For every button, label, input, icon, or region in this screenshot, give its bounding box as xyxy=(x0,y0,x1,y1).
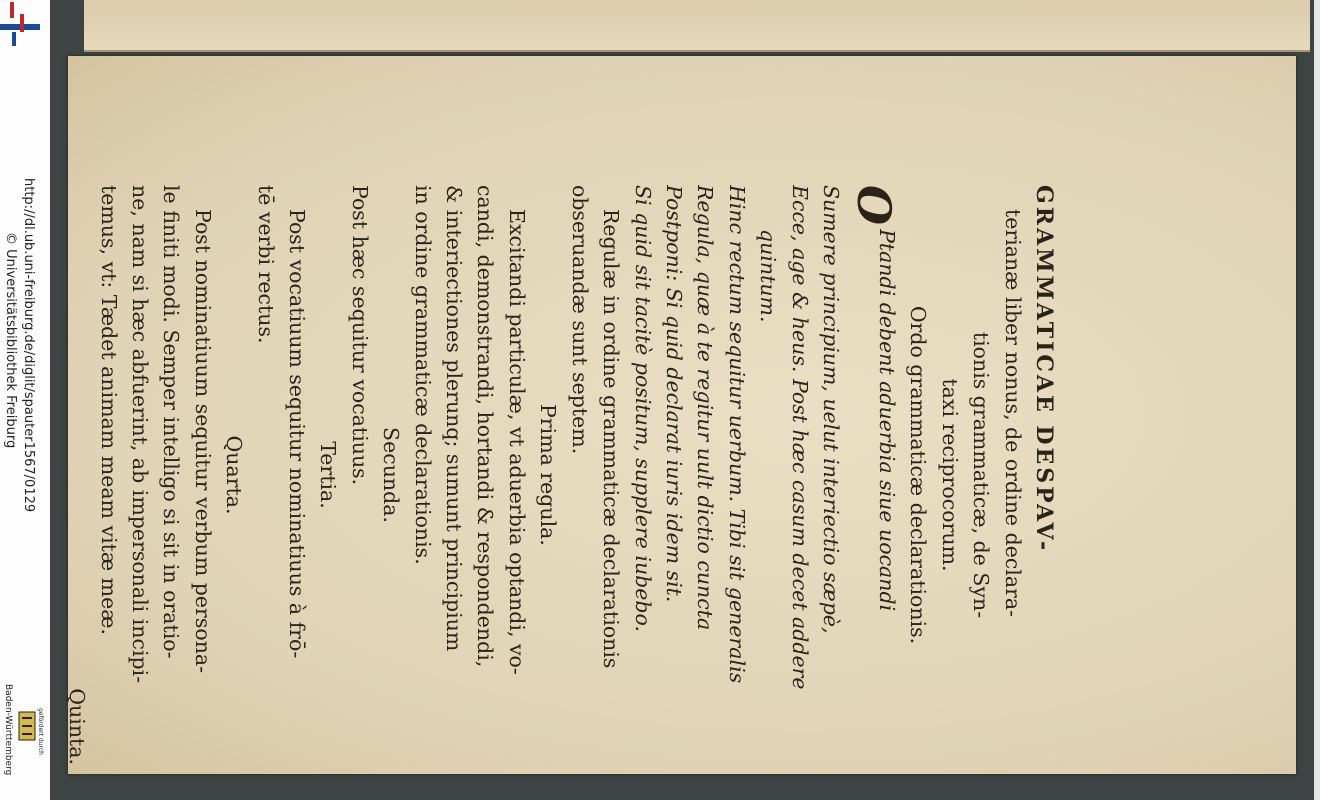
viewer-sidebar xyxy=(0,0,51,800)
text-line: terianæ liber nonus, de ordine declara- xyxy=(1000,209,1025,618)
text-line: ne, nam si hæc abfuerint, ab impersonali incipi- xyxy=(128,185,153,684)
text-line: quintum. xyxy=(756,229,781,323)
text-line: Post vocatiuum sequitur nominatiuus à frō- xyxy=(285,209,310,659)
text-line: tionis grammaticæ, de Syn- xyxy=(969,331,994,619)
text-line: Ecce, age & heus. Post hæc casum decet addere xyxy=(787,185,812,690)
coat-of-arms-icon xyxy=(16,708,38,744)
text-line: in ordine grammaticæ declarationis. xyxy=(410,185,435,565)
text-line: Post nominatiuum sequitur verbum persona- xyxy=(190,209,215,674)
funder-name: Baden-Württemberg xyxy=(3,684,13,776)
page-text xyxy=(50,185,1059,765)
text-line: obseruandæ sunt septem. xyxy=(567,185,592,455)
scan-viewport xyxy=(50,0,1320,800)
text-line: GRAMMATICAE DESPAV- xyxy=(1031,185,1057,554)
viewer-right-strip xyxy=(1314,0,1320,800)
text-line: tē verbi rectus. xyxy=(253,185,278,344)
section-heading: Tertia. xyxy=(316,441,341,509)
section-heading: Quarta. xyxy=(222,435,247,515)
text-line: Ptandi debent aduerbia siue uocandi xyxy=(874,229,899,612)
dropcap: O xyxy=(846,185,901,226)
text-line: Hinc rectum sequitur uerbum. Tibi sit generalis xyxy=(724,185,749,684)
text-lines xyxy=(61,185,1059,765)
permalink-url[interactable]: http://dl.ub.uni-freiburg.de/diglit/spauter1567/0129 xyxy=(21,178,36,513)
section-heading: Prima regula. xyxy=(536,404,561,546)
text-line: Postponi: Si quid declarat iuris idem sit. xyxy=(661,185,686,603)
catchword: Quinta. xyxy=(65,688,90,765)
section-heading: Secunda. xyxy=(379,427,404,523)
text-line: Post hæc sequitur vocatiuus. xyxy=(347,185,372,486)
funder-label: gefördert durch xyxy=(37,708,44,755)
text-line: Sumere principium, uelut interiectio sæpè, xyxy=(818,185,843,634)
text-line: Regula, quæ à te regitur uult dictio cuncta xyxy=(693,185,718,631)
copyright-notice: © Universitätsbibliothek Freiburg xyxy=(3,232,18,449)
library-logo-icon[interactable] xyxy=(0,0,50,60)
text-line: Si quid sit tacitè positum, supplere iubebo. xyxy=(630,185,655,633)
text-line: Excitandi particulæ, vt aduerbia optandi, vo- xyxy=(504,209,529,675)
text-line: candi, demonstrandi, hortandi & respondendi, xyxy=(473,185,498,668)
book-page xyxy=(65,56,1296,774)
text-line: & interiectiones plerunq; sumunt principium xyxy=(442,185,467,652)
text-line: temus, vt: Tædet animam meam vitæ meæ. xyxy=(96,185,121,636)
text-line: le finiti modi. Semper intelligo si sit in oratio- xyxy=(159,185,184,659)
text-line: taxi reciprocorum. xyxy=(937,378,962,572)
section-heading: Ordo grammaticæ declarationis. xyxy=(906,305,931,645)
text-line: Regulæ in ordine grammaticæ declarationis xyxy=(599,209,624,669)
previous-page-edge xyxy=(84,0,1310,52)
